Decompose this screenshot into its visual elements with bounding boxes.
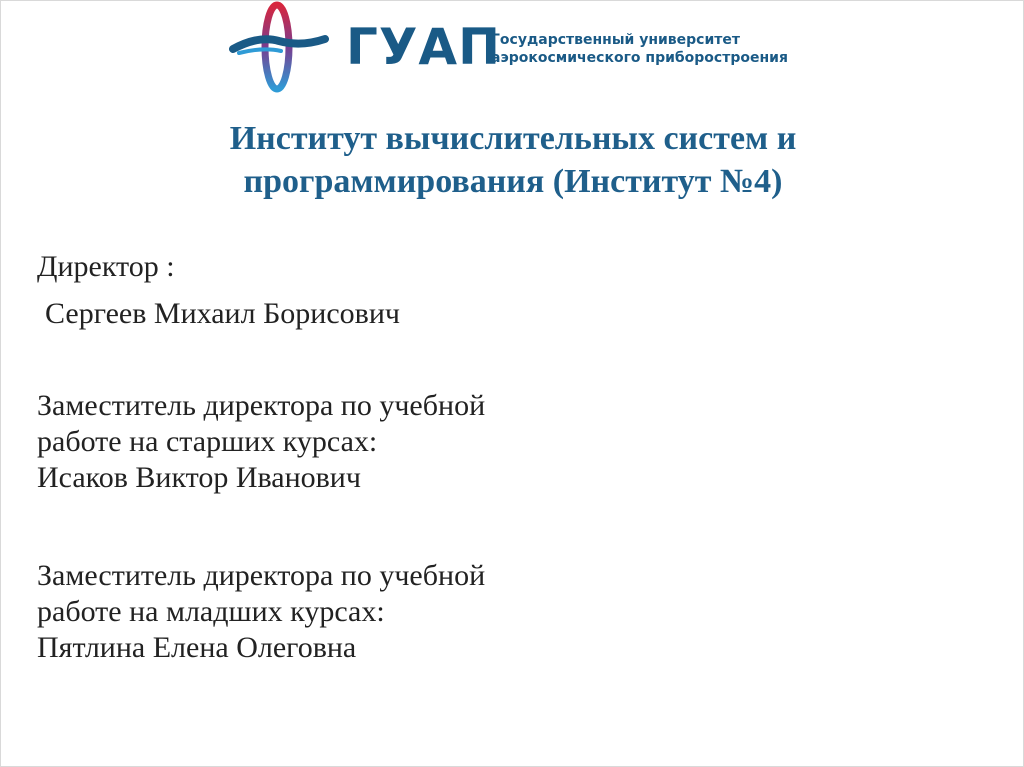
director-label-text: Директор :	[37, 250, 175, 283]
director-name	[45, 296, 400, 332]
deputy-junior-line1: Заместитель директора по учебной	[37, 559, 486, 592]
deputy-junior-block	[37, 558, 485, 666]
slide-title-line1: Институт вычислительных систем и	[229, 120, 797, 157]
director-name-text: Сергеев Михаил Борисович	[45, 297, 400, 330]
deputy-senior-name: Исаков Виктор Иванович	[37, 461, 361, 494]
slide-title	[101, 117, 925, 203]
deputy-junior-line2: работе на младших курсах:	[37, 595, 385, 628]
director-label	[37, 249, 175, 285]
deputy-senior-block	[37, 388, 485, 496]
logo-subtitle-line2: аэрокосмического приборостроения	[491, 50, 788, 66]
deputy-senior-line1: Заместитель директора по учебной	[37, 389, 486, 422]
slide-title-line2: программирования (Институт №4)	[243, 163, 783, 200]
logo-subtitle	[491, 31, 788, 67]
logo-wordmark: ГУАП	[346, 18, 501, 76]
deputy-senior-line2: работе на старших курсах:	[37, 425, 378, 458]
guap-logo-icon	[229, 1, 329, 93]
logo-subtitle-line1: Государственный университет	[491, 32, 741, 48]
deputy-junior-name: Пятлина Елена Олеговна	[37, 631, 357, 664]
